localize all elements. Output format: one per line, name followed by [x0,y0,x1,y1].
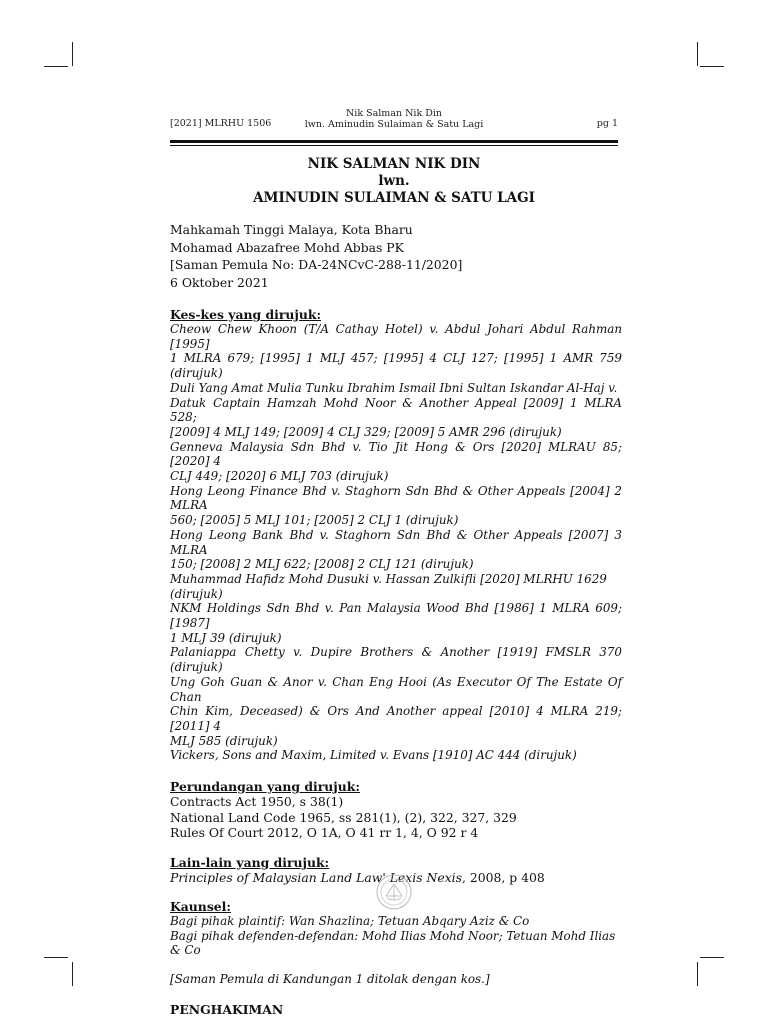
versus: lwn. [378,173,410,189]
case-line: (dirujuk) [170,586,223,601]
running-header [170,108,618,132]
legislation-line: Contracts Act 1950, s 38(1) [170,794,344,810]
cases-heading: Kes-kes yang dirujuk: [170,307,322,322]
case-line: 1 MLJ 39 (dirujuk) [170,630,282,645]
crop-mark [44,66,68,67]
court: Mahkamah Tinggi Malaya, Kota Bharu [170,222,413,237]
case-title [170,156,618,207]
others-heading: Lain-lain yang dirujuk: [170,854,330,870]
defendant-name: AMINUDIN SULAIMAN & SATU LAGI [253,190,535,206]
case-line: NKM Holdings Sdn Bhd v. Pan Malaysia Wood Bhd [1986] 1 MLRA 609; [1987] [170,601,622,631]
plaintiff-name: NIK SALMAN NIK DIN [307,156,481,172]
case-line: Datuk Captain Hamzah Mohd Noor & Another Appeal [2009] 1 MLRA 528; [170,395,622,425]
crop-mark [697,962,698,986]
case-line: Cheow Chew Khoon (T/A Cathay Hotel) v. Abdul Johari Abdul Rahman [1995] [170,322,622,351]
case-line: Vickers, Sons and Maxim, Limited v. Evans [1910] AC 444 (dirujuk) [170,748,577,763]
legislation-line: Rules Of Court 2012, O 1A, O 41 rr 1, 4, O 92 r 4 [170,825,479,841]
counsel-line: Bagi pihak defenden-defendan: Mohd Ilias Mohd Noor; Tetuan Mohd Ilias & Co [170,928,616,958]
legislation-list [170,794,622,841]
header-rule-thin [170,145,618,146]
case-line: Muhammad Hafidz Mohd Dusuki v. Hassan Zulkifli [2020] MLRHU 1629 [170,571,607,586]
header-line-1: Nik Salman Nik Din [345,108,443,119]
case-meta [170,221,622,291]
crop-mark [72,962,73,986]
counsel-list [170,914,622,958]
counsel-heading: Kaunsel: [170,899,231,915]
crop-mark [44,957,68,958]
order-note: [Saman Pemula di Kandungan 1 ditolak dengan kos.] [170,971,490,986]
case-line: Chin Kim, Deceased) & Ors And Another appeal [2010] 4 MLRA 219; [2011] 4 [170,704,622,733]
page-number: pg 1 [596,118,618,129]
case-line: 560; [2005] 5 MLJ 101; [2005] 2 CLJ 1 (dirujuk) [170,513,459,528]
case-line: 1 MLRA 679; [1995] 1 MLJ 457; [1995] 4 CLJ 127; [1995] 1 AMR 759 (dirujuk) [170,351,622,381]
crop-mark [72,42,73,66]
case-line: Hong Leong Finance Bhd v. Staghorn Sdn Bhd & Other Appeals [2004] 2 MLRA [170,483,622,513]
legislation-line: National Land Code 1965, ss 281(1), (2), 322, 327, 329 [170,809,517,825]
crop-mark [697,42,698,66]
case-number: [Saman Pemula No: DA-24NCvC-288-11/2020] [170,257,463,272]
case-line: Ung Goh Guan & Anor v. Chan Eng Hooi (As Executor Of The Estate Of Chan [170,674,622,704]
header-rule [170,140,618,143]
counsel-line: Bagi pihak plaintif: Wan Shazlina; Tetuan Abqary Aziz & Co [170,914,530,929]
header-line-2: lwn. Aminudin Sulaiman & Satu Lagi [304,119,484,130]
case-line: Palaniappa Chetty v. Dupire Brothers & Another [1919] FMSLR 370 (dirujuk) [170,645,622,675]
decision-date: 6 Oktober 2021 [170,274,269,290]
judge: Mohamad Abazafree Mohd Abbas PK [170,239,404,255]
header-parties [170,108,618,130]
cases-list [170,322,622,763]
case-line: Hong Leong Bank Bhd v. Staghorn Sdn Bhd & Other Appeals [2007] 3 MLRA [170,527,622,557]
case-line: 150; [2008] 2 MLJ 622; [2008] 2 CLJ 121 (dirujuk) [170,557,474,572]
case-line: [2009] 4 MLJ 149; [2009] 4 CLJ 329; [2009] 5 AMR 296 (dirujuk) [170,424,562,439]
case-line: CLJ 449; [2020] 6 MLJ 703 (dirujuk) [170,469,389,484]
case-line: MLJ 585 (dirujuk) [170,733,278,748]
others-details: , 2008, p 408 [462,869,545,885]
others-title: Principles of Malaysian Land Law' Lexis Nexis [170,869,462,885]
court-seal-icon [374,872,414,912]
citation: [2021] MLRHU 1506 [170,118,272,129]
case-line: Genneva Malaysia Sdn Bhd v. Tio Jit Hong & Ors [2020] MLRAU 85; [2020] 4 [170,439,622,469]
case-line: Duli Yang Amat Mulia Tunku Ibrahim Ismail Ibni Sultan Iskandar Al-Haj v. [170,380,618,395]
crop-mark [700,957,724,958]
legislation-heading: Perundangan yang dirujuk: [170,779,360,795]
crop-mark [700,66,724,67]
judgment-heading: PENGHAKIMAN [170,1002,284,1018]
